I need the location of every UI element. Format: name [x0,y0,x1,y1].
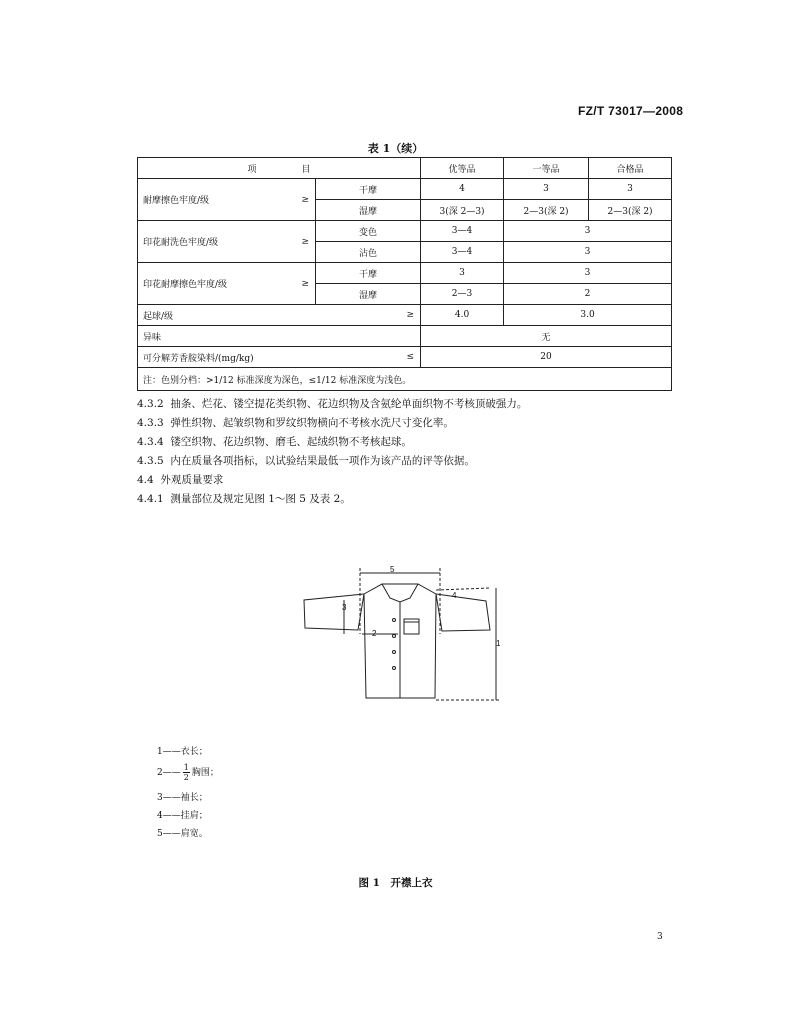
table-note-row [138,368,672,391]
row-label: 印花耐摩擦色牢度/级 [138,263,286,305]
fraction-denominator: 2 [183,773,189,782]
button [393,651,396,654]
table-cell: 2 [504,284,672,305]
table-row [138,221,672,242]
gte-symbol: ≥ [286,179,316,221]
dim-label-3: 3 [342,603,347,612]
table-cell: 4 [421,179,504,200]
sub-label: 湿摩 [316,284,421,305]
clause-number: 4.3.5 [137,455,164,467]
jacket-diagram [300,558,500,708]
sub-label: 湿摩 [316,200,421,221]
header-grade-first: 一等品 [504,158,589,179]
table-row [138,263,672,284]
quality-table [137,157,672,391]
table-row [138,305,672,326]
legend-item-4: 4——挂肩； [157,811,208,821]
table-cell: 2—3(深 2) [504,200,589,221]
header-grade-qualified: 合格品 [589,158,672,179]
chest-pocket [404,619,419,634]
sub-label: 变色 [316,221,421,242]
page-number: 3 [657,932,663,942]
table-cell: 无 [421,326,672,347]
sub-label: 沾色 [316,242,421,263]
legend-item-1: 1——衣长； [157,747,208,757]
table-cell: 3 [504,221,672,242]
row-label: 异味 [138,326,421,347]
table-cell: 3 [589,179,672,200]
standard-number: FZ/T 73017—2008 [578,104,684,118]
dim-label-2: 2 [372,629,377,638]
header-item: 项 目 [138,158,421,179]
fraction-numerator: 1 [183,763,189,772]
gte-symbol: ≥ [286,221,316,263]
clause-4-3-2 [137,396,527,411]
table-header-row [138,158,672,179]
clause-text: 测量部位及规定见图 1～图 5 及表 2。 [170,493,351,505]
table-cell: 3—4 [421,242,504,263]
table-row [138,326,672,347]
header-grade-superior: 优等品 [421,158,504,179]
clause-number: 4.3.3 [137,417,164,429]
table-cell: 3 [504,263,672,284]
legend-item-2 [157,763,219,782]
table-note: 注：色别分档：>1/12 标准深度为深色，≤1/12 标准深度为浅色。 [138,368,672,391]
clause-number: 4.4.1 [137,493,164,505]
clause-4-3-4 [137,434,412,449]
row-label: 印花耐洗色牢度/级 [138,221,286,263]
table-cell: 2—3(深 2) [589,200,672,221]
table-cell: 20 [421,347,672,368]
table-cell: 3(深 2—3) [421,200,504,221]
gte-symbol: ≥ [316,305,421,326]
table-cell: 3.0 [504,305,672,326]
legend-item-5: 5——肩宽。 [157,829,208,839]
row-label: 起球/级 [138,305,316,326]
clause-number: 4.4 [137,474,154,486]
button [393,619,396,622]
legend-suffix: 胸围； [191,768,219,778]
table-cell: 2—3 [421,284,504,305]
clause-text: 镂空织物、花边织物、磨毛、起绒织物不考核起球。 [170,436,412,448]
clause-text: 弹性织物、起皱织物和罗纹织物横向不考核水洗尺寸变化率。 [170,417,454,429]
table-row [138,179,672,200]
sub-label: 干摩 [316,263,421,284]
table-title: 表 1（续） [367,142,424,155]
table-cell: 3—4 [421,221,504,242]
clause-4-3-5 [137,453,475,468]
table-cell: 4.0 [421,305,504,326]
button [393,667,396,670]
guide-line [436,588,490,590]
right-sleeve [436,594,490,631]
clause-4-3-3 [137,415,454,430]
clause-number: 4.3.2 [137,398,164,410]
clause-text: 抽条、烂花、镂空提花类织物、花边织物及含氨纶单面织物不考核顶破强力。 [170,398,528,410]
dim-label-5: 5 [390,565,395,574]
clause-4-4-1 [137,491,351,506]
clause-number: 4.3.4 [137,436,164,448]
sub-label: 干摩 [316,179,421,200]
clause-text: 内在质量各项指标，以试验结果最低一项作为该产品的评等依据。 [170,455,475,467]
gte-symbol: ≥ [286,263,316,305]
clause-text: 外观质量要求 [160,474,224,486]
lte-symbol: ≤ [316,347,421,368]
figure-caption: 图 1 开襟上衣 [358,877,433,889]
legend-item-3: 3——袖长； [157,793,208,803]
row-label: 耐摩擦色牢度/级 [138,179,286,221]
button [393,635,396,638]
table-cell: 3 [504,179,589,200]
left-sleeve [304,594,364,630]
dim-label-1: 1 [496,639,501,648]
clause-4-4 [137,472,223,487]
row-label: 可分解芳香胺染料/(mg/kg) [138,347,316,368]
table-cell: 3 [421,263,504,284]
table-cell: 3 [504,242,672,263]
collar [382,584,418,602]
table-row [138,347,672,368]
dim-label-4: 4 [452,591,457,600]
fraction [183,763,190,782]
legend-prefix: 2—— [157,768,181,778]
